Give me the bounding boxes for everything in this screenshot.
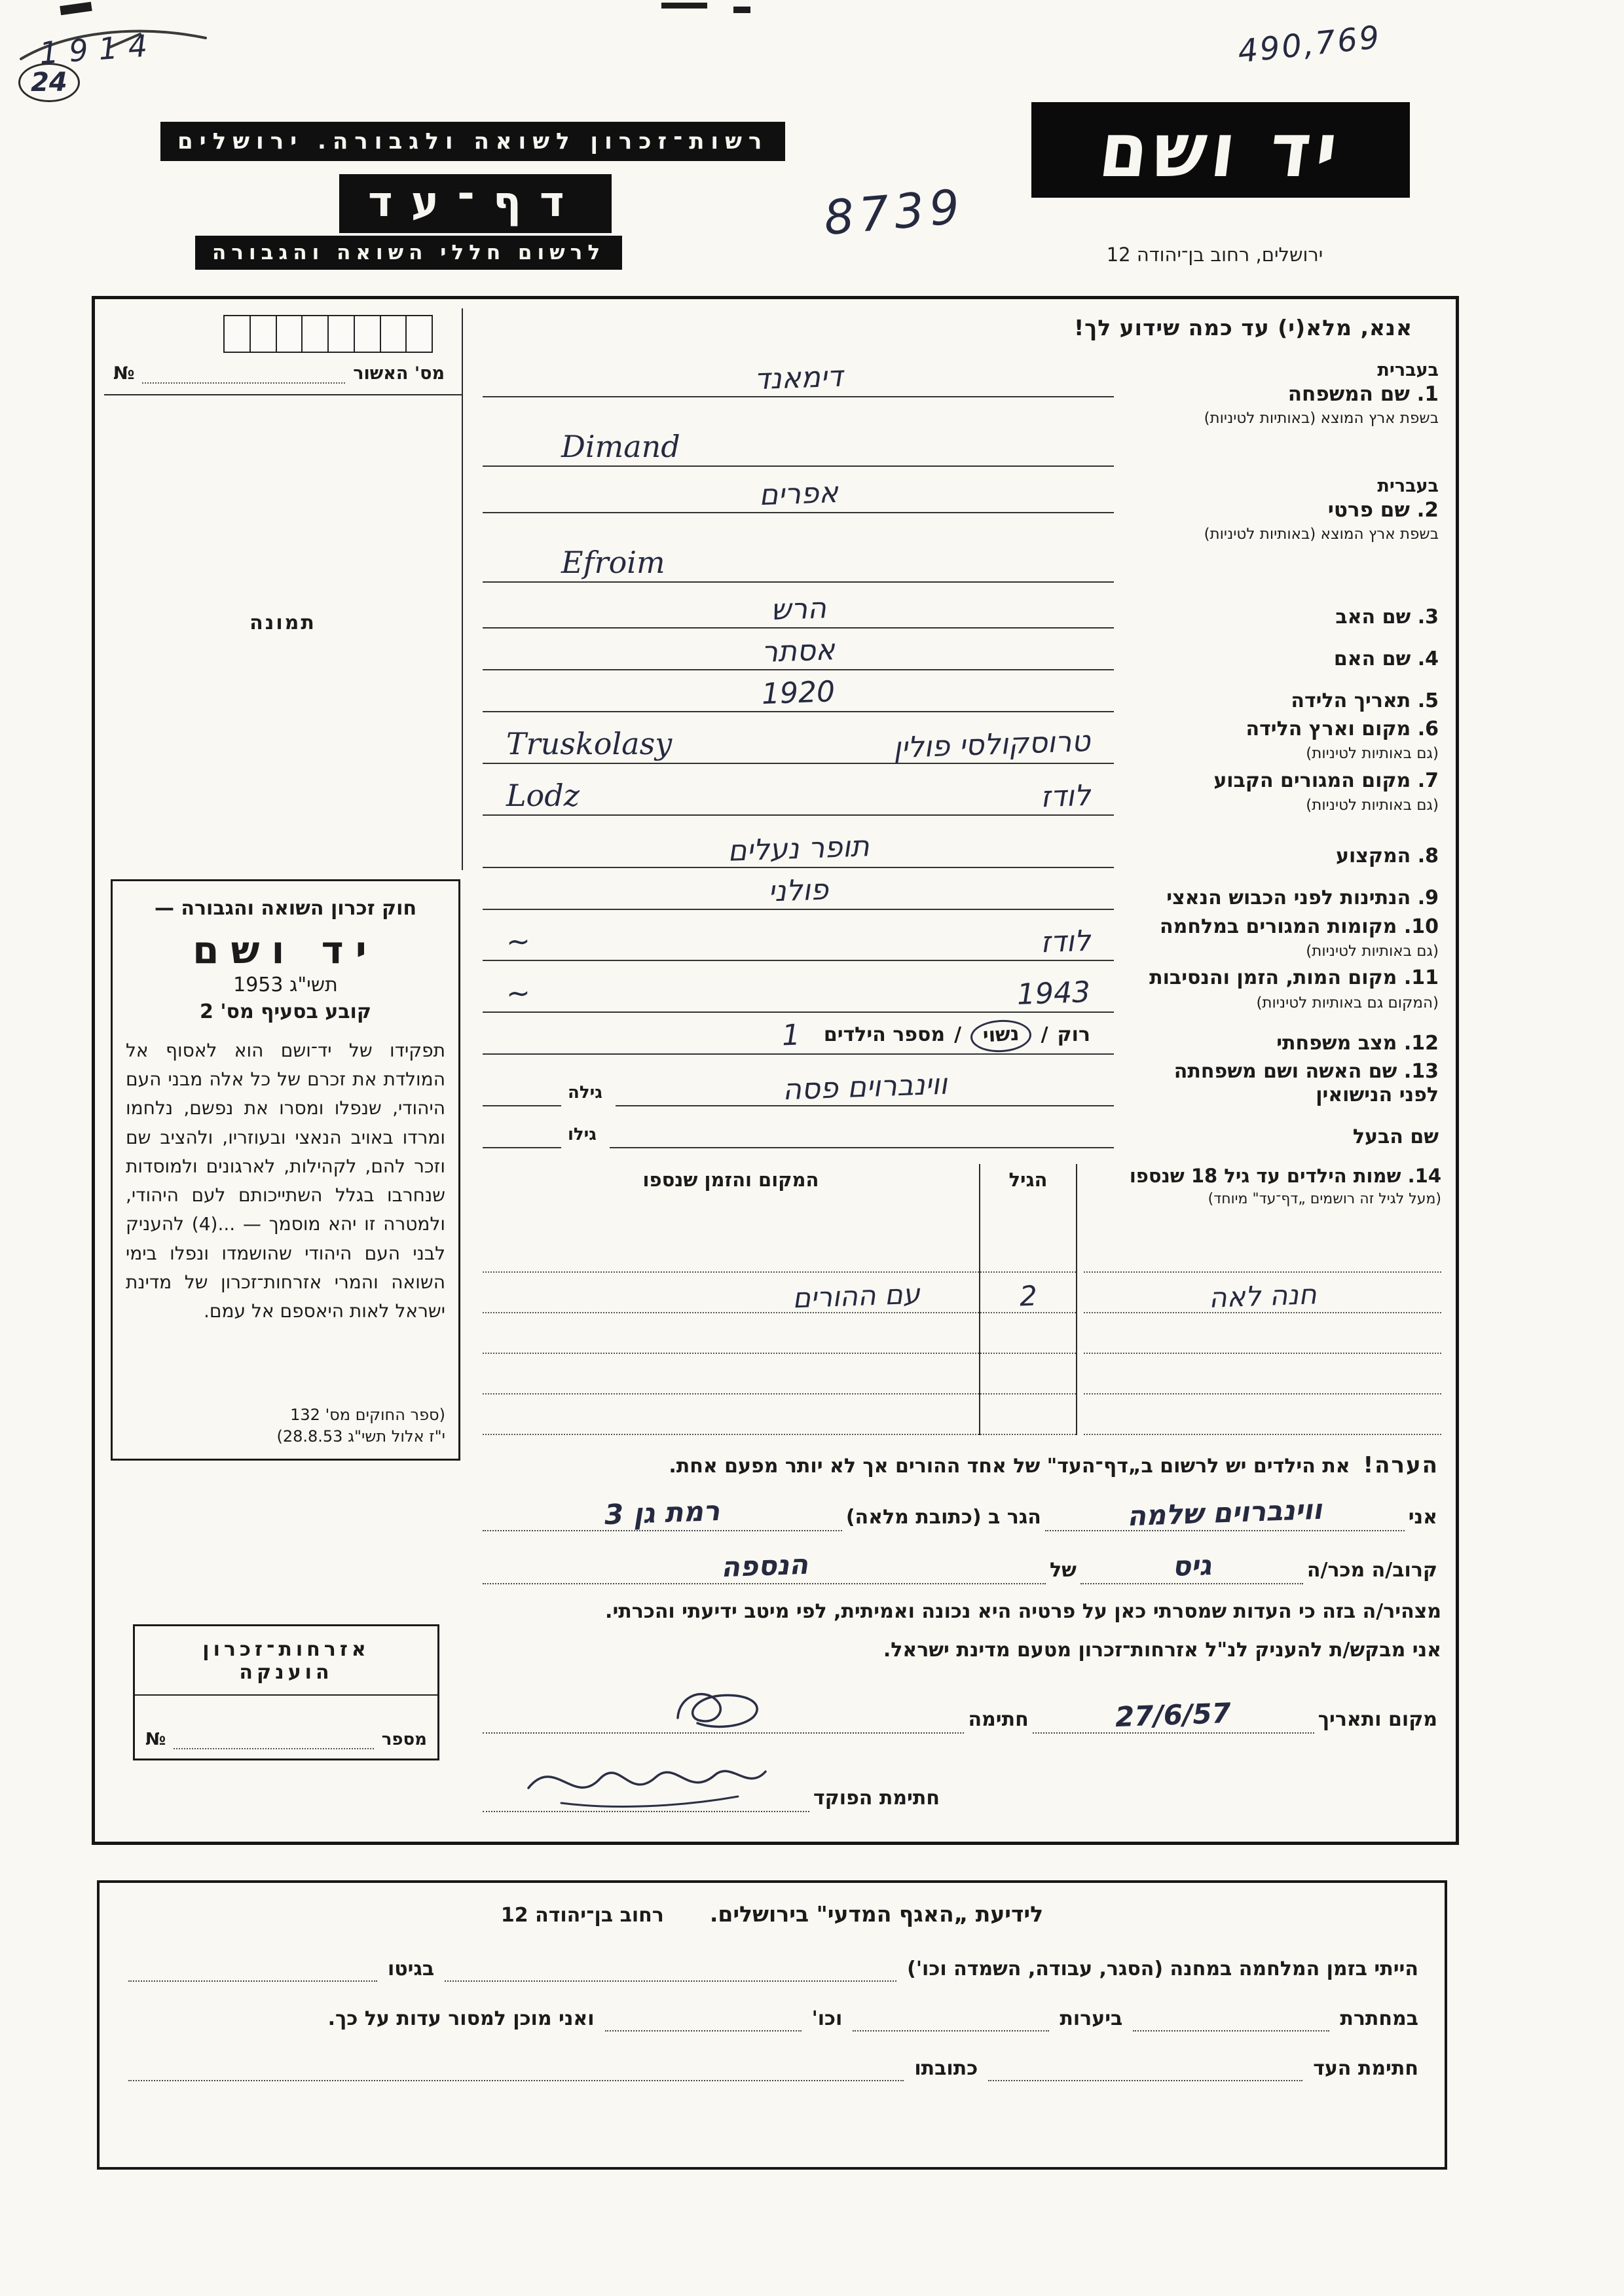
field-row-birth-date: 5. תאריך הלידה 1920 bbox=[483, 676, 1441, 712]
law-excerpt-box bbox=[111, 879, 460, 1461]
answer-line bbox=[483, 1019, 1114, 1055]
field-row-birth-place: 6. מקום וארץ הלידה (גם באותיות לטיניות) טרוסקולסי פולין Truskolasy bbox=[483, 718, 1441, 764]
official-signature bbox=[522, 1752, 771, 1811]
fill-line bbox=[1133, 2005, 1329, 2032]
underground-row: במחתרת ביערות וכו' ואני מוכן למסור עדות על כך. bbox=[122, 2005, 1422, 2032]
handwritten-citizenship: פולני bbox=[767, 872, 829, 909]
camp-row: הייתי בזמן המלחמה במחנה (הסגר, עבודה, השמדה וכו') בגיטו bbox=[122, 1956, 1422, 1982]
children-age-column: הגיל 2 bbox=[979, 1164, 1077, 1435]
handwritten-year: 1914 bbox=[38, 27, 159, 71]
number-grid bbox=[223, 315, 433, 353]
handwritten-declarant-name: ווינברוים שלמה bbox=[1126, 1493, 1323, 1533]
witness-signature bbox=[652, 1680, 796, 1732]
table-row bbox=[483, 1394, 979, 1435]
fields-area bbox=[463, 308, 1447, 1835]
handwritten-mother-name: אסתר bbox=[761, 633, 836, 669]
answer-line bbox=[610, 1117, 1114, 1148]
fill-line bbox=[853, 2005, 1049, 2032]
field-row-mother-name: 4. שם האם אסתר bbox=[483, 634, 1441, 670]
approval-number-label: מס' האשור bbox=[353, 363, 445, 384]
note-row bbox=[483, 1452, 1439, 1478]
handwritten-child-name: חנה לאה bbox=[1208, 1278, 1318, 1314]
fill-line bbox=[1080, 1550, 1303, 1584]
fill-line bbox=[483, 1494, 842, 1531]
table-row bbox=[1084, 1394, 1441, 1435]
table-row bbox=[980, 1232, 1076, 1273]
field-row-father-name: 3. שם האב הרש bbox=[483, 592, 1441, 629]
photo-section bbox=[104, 308, 463, 870]
numero-sign: № bbox=[113, 363, 135, 384]
table-row bbox=[483, 1273, 979, 1313]
handwritten-child-age: 2 bbox=[1018, 1279, 1038, 1313]
note-label: הערה! bbox=[1363, 1451, 1439, 1478]
handwritten-declarant-address: רמת גן 3 bbox=[604, 1494, 721, 1531]
field-label: בעברית 2. שם פרטי בשפת ארץ המוצא (באותיות לטיניות) bbox=[1204, 476, 1439, 543]
handwritten-first-name-latin: Efroim bbox=[561, 545, 665, 580]
answer-line bbox=[483, 634, 1114, 670]
handwritten-children-count: 1 bbox=[781, 1018, 801, 1053]
field-label: בעברית 1. שם המשפחה בשפת ארץ המוצא (באותיות לטיניות) bbox=[1204, 360, 1439, 427]
handwritten-tilde: ~ bbox=[506, 924, 531, 959]
declaration-statement: מצהיר/ה בזה כי העדות שמסרתי כאן על פרטיה היא נכונה ואמיתית, לפי מיטב ידיעתי והכרתי. bbox=[605, 1599, 1441, 1623]
handwritten-residence-latin: Lodz bbox=[506, 777, 580, 813]
field-row-wife-name: 13. שם האשה ושם משפחתה לפני הנישואין ווינברוים פסה גילה bbox=[483, 1060, 1441, 1106]
field-row-profession: 8. המקצוע תופר נעלים bbox=[483, 831, 1441, 868]
grant-number-label: מספר bbox=[381, 1730, 427, 1749]
field-row-wartime-residences: 10. מקומות המגורים במלחמה (גם באותיות לטיניות) לודז ~ bbox=[483, 915, 1441, 962]
answer-line bbox=[483, 360, 1114, 397]
answer-line bbox=[483, 1117, 561, 1148]
declaration-signature-row: מקום ותאריך 27/6/57 חתימה bbox=[483, 1680, 1441, 1734]
approval-number-section bbox=[104, 308, 462, 395]
handwritten-date: 27/6/57 bbox=[1115, 1696, 1232, 1733]
children-names-column: 14. שמות הילדים עד גיל 18 שנספו (מעל לגיל זה רושמים „דף־עד" מיוחד) חנה לאה bbox=[1077, 1164, 1441, 1435]
memorial-citizenship-box: אזרחות־זכרון הוענקה מספר № bbox=[133, 1624, 439, 1760]
field-row-husband-name: שם הבעל גילו bbox=[483, 1112, 1441, 1148]
form-title: דף־עד bbox=[339, 174, 612, 233]
fill-line bbox=[445, 1956, 896, 1982]
marital-options: רוק / נשוי / מספר הילדים bbox=[824, 1020, 1090, 1052]
law-logo-text: יד ושם bbox=[193, 928, 378, 972]
table-row bbox=[980, 1273, 1076, 1313]
handwritten-death-year: 1943 bbox=[1016, 975, 1091, 1012]
answer-line bbox=[483, 925, 1114, 961]
table-row bbox=[483, 1354, 979, 1394]
handwritten-relation-of: הנספה bbox=[720, 1548, 809, 1584]
note-text: את הילדים יש לרשום ב„דף־העד" של אחד ההורים אך לא יותר מפעם אחת. bbox=[669, 1454, 1350, 1478]
logo-text: יד ושם bbox=[1094, 106, 1347, 194]
main-form bbox=[92, 296, 1459, 1845]
table-row bbox=[483, 1232, 979, 1273]
authority-banner: רשות־זכרון לשואה ולגבורה. ירושלים bbox=[160, 122, 785, 161]
field-row-family-name bbox=[483, 360, 1441, 467]
handwritten-family-name-latin: Dimand bbox=[561, 429, 680, 464]
science-branch-section bbox=[97, 1880, 1447, 2170]
answer-line bbox=[483, 430, 1114, 467]
declaration-relation-row: קרוב/ה מכר/ה גיס של הנספה bbox=[483, 1550, 1441, 1584]
field-row-citizenship: 9. הנתינות לפני הכבוש הנאצי פולני bbox=[483, 873, 1441, 910]
handwritten-birth-place-hebrew: טרוסקולסי פולין bbox=[893, 724, 1091, 765]
fill-line bbox=[483, 1680, 964, 1734]
table-row bbox=[1084, 1313, 1441, 1354]
declaration-identity-row: אני ווינברוים שלמה הגר ב (כתובת מלאה) רמת גן 3 bbox=[483, 1497, 1441, 1531]
law-body-text: תפקידו של יד־ושם הוא לאסוף אל המולדת את זכרם של כל אלה מבני העם היהודי, שנפלו ומסרו את נפשם, נלחמו ומרדו באויב הנאצי ובעוזריו, ולהציב שם וזכר להם, לקהילות, לארגונים ולמוסדות שנחרבו בגלל השתייכותם לעם היהודי, ולמטרה זו יהא מוסמך — ...(4) להעניק לבני העם היהודי שהושמדו ונפלו בימי השואה והמרי אזרחות־זכרון של מדינת ישראל לאות היאספם אל עמם. bbox=[126, 1040, 445, 1322]
fill-line bbox=[483, 1550, 1046, 1584]
handwritten-reference-number: 490,769 bbox=[1236, 18, 1383, 71]
handwritten-wife-name: ווינברוים פסה bbox=[781, 1067, 948, 1107]
handwritten-wartime-residence: לודז bbox=[1039, 924, 1091, 960]
official-signature-row: חתימת הפוקד bbox=[483, 1752, 944, 1812]
yad-vashem-logo bbox=[1031, 102, 1410, 198]
table-row bbox=[980, 1354, 1076, 1394]
divider bbox=[135, 1694, 437, 1696]
witness-signature-row: חתימת העד כתובתו bbox=[122, 2055, 1422, 2081]
children-place-column: המקום והזמן שנספו עם ההורים bbox=[483, 1164, 979, 1435]
answer-line bbox=[483, 977, 1114, 1013]
answer-line bbox=[483, 874, 1114, 910]
answer-line bbox=[483, 592, 1114, 629]
scan-artifact bbox=[661, 3, 707, 9]
answer-line bbox=[616, 1067, 1114, 1107]
law-clause: קובע בסעיף מס' 2 bbox=[200, 1000, 371, 1023]
table-row bbox=[1084, 1232, 1441, 1273]
fill-line bbox=[1033, 1696, 1314, 1734]
science-branch-address: רחוב בן־יהודה 12 bbox=[500, 1904, 664, 1927]
answer-line bbox=[483, 778, 1114, 816]
left-column bbox=[104, 308, 463, 1835]
table-row bbox=[483, 1313, 979, 1354]
answer-line bbox=[483, 726, 1114, 764]
fill-line bbox=[174, 1730, 373, 1749]
handwritten-birth-place-latin: Truskolasy bbox=[506, 725, 673, 761]
husband-age-label: גילו bbox=[568, 1124, 597, 1144]
handwritten-first-name-hebrew: אפרים bbox=[758, 475, 839, 512]
field-row-residence: 7. מקום המגורים הקבוע (גם באותיות לטיניות) לודז Lodz bbox=[483, 769, 1441, 816]
circled-married-option: נשוי bbox=[970, 1019, 1033, 1054]
handwritten-family-name-hebrew: דימאנד bbox=[753, 359, 843, 396]
law-year: תשי"ג 1953 bbox=[233, 974, 338, 996]
table-row bbox=[980, 1313, 1076, 1354]
table-row bbox=[1084, 1273, 1441, 1313]
handwritten-profession: תופר נעלים bbox=[726, 829, 870, 868]
handwritten-form-number: 8739 bbox=[821, 178, 967, 246]
law-footnote: (ספר החוקים מס' 132 י"ז אלול תשי"ג 28.8.53) bbox=[276, 1405, 445, 1446]
fill-line bbox=[988, 2055, 1302, 2081]
table-row bbox=[980, 1394, 1076, 1435]
fill-line bbox=[605, 2005, 802, 2032]
answer-line bbox=[483, 676, 1114, 712]
handwritten-circled-number: 24 bbox=[18, 63, 80, 102]
handwritten-tilde: ~ bbox=[506, 976, 531, 1011]
field-row-first-name bbox=[483, 476, 1441, 583]
answer-line bbox=[483, 546, 1114, 583]
answer-line bbox=[483, 476, 1114, 513]
declaration-request: אני מבקש/ת להעניק לנ"ל אזרחות־זכרון מטעם מדינת ישראל. bbox=[883, 1638, 1441, 1662]
handwritten-child-place: עם ההורים bbox=[792, 1277, 921, 1315]
handwritten-relation: גיס bbox=[1172, 1548, 1212, 1582]
science-branch-title: לידיעת „האגף המדעי" בירושלים. bbox=[709, 1901, 1044, 1927]
photo-placeholder-label: תמונה bbox=[249, 611, 316, 634]
fill-line bbox=[142, 364, 345, 384]
answer-line bbox=[483, 829, 1114, 868]
handwritten-father-name: הרש bbox=[769, 591, 827, 627]
numero-sign: № bbox=[145, 1730, 166, 1749]
form-subtitle: לרשום חללי השואה והגבורה bbox=[195, 236, 622, 270]
field-row-marital-status: 12. מצב משפחתי רוק / נשוי / מספר הילדים 1 bbox=[483, 1018, 1441, 1055]
address-line: ירושלים, רחוב בן־יהודה 12 bbox=[1106, 244, 1323, 266]
table-row bbox=[1084, 1354, 1441, 1394]
law-heading: חוק זכרון השואה והגבורה — bbox=[154, 897, 417, 920]
handwritten-residence-hebrew: לודז bbox=[1039, 778, 1091, 814]
scan-artifact bbox=[733, 7, 750, 13]
children-table bbox=[483, 1164, 1441, 1435]
field-row-death-place: 11. מקום המות, הזמן והנסיבות (המקום גם באותיות לטיניות) 1943 ~ bbox=[483, 966, 1441, 1013]
fill-line bbox=[483, 1752, 809, 1812]
fill-line bbox=[128, 2055, 904, 2081]
handwritten-birth-year: 1920 bbox=[761, 675, 836, 711]
fill-line bbox=[1045, 1493, 1405, 1533]
wife-age-label: גילה bbox=[568, 1082, 602, 1102]
fill-line bbox=[128, 1956, 377, 1982]
fill-instruction: אנא, מלא(י) עד כמה שידוע לך! bbox=[1074, 315, 1412, 340]
answer-line bbox=[483, 1075, 561, 1106]
